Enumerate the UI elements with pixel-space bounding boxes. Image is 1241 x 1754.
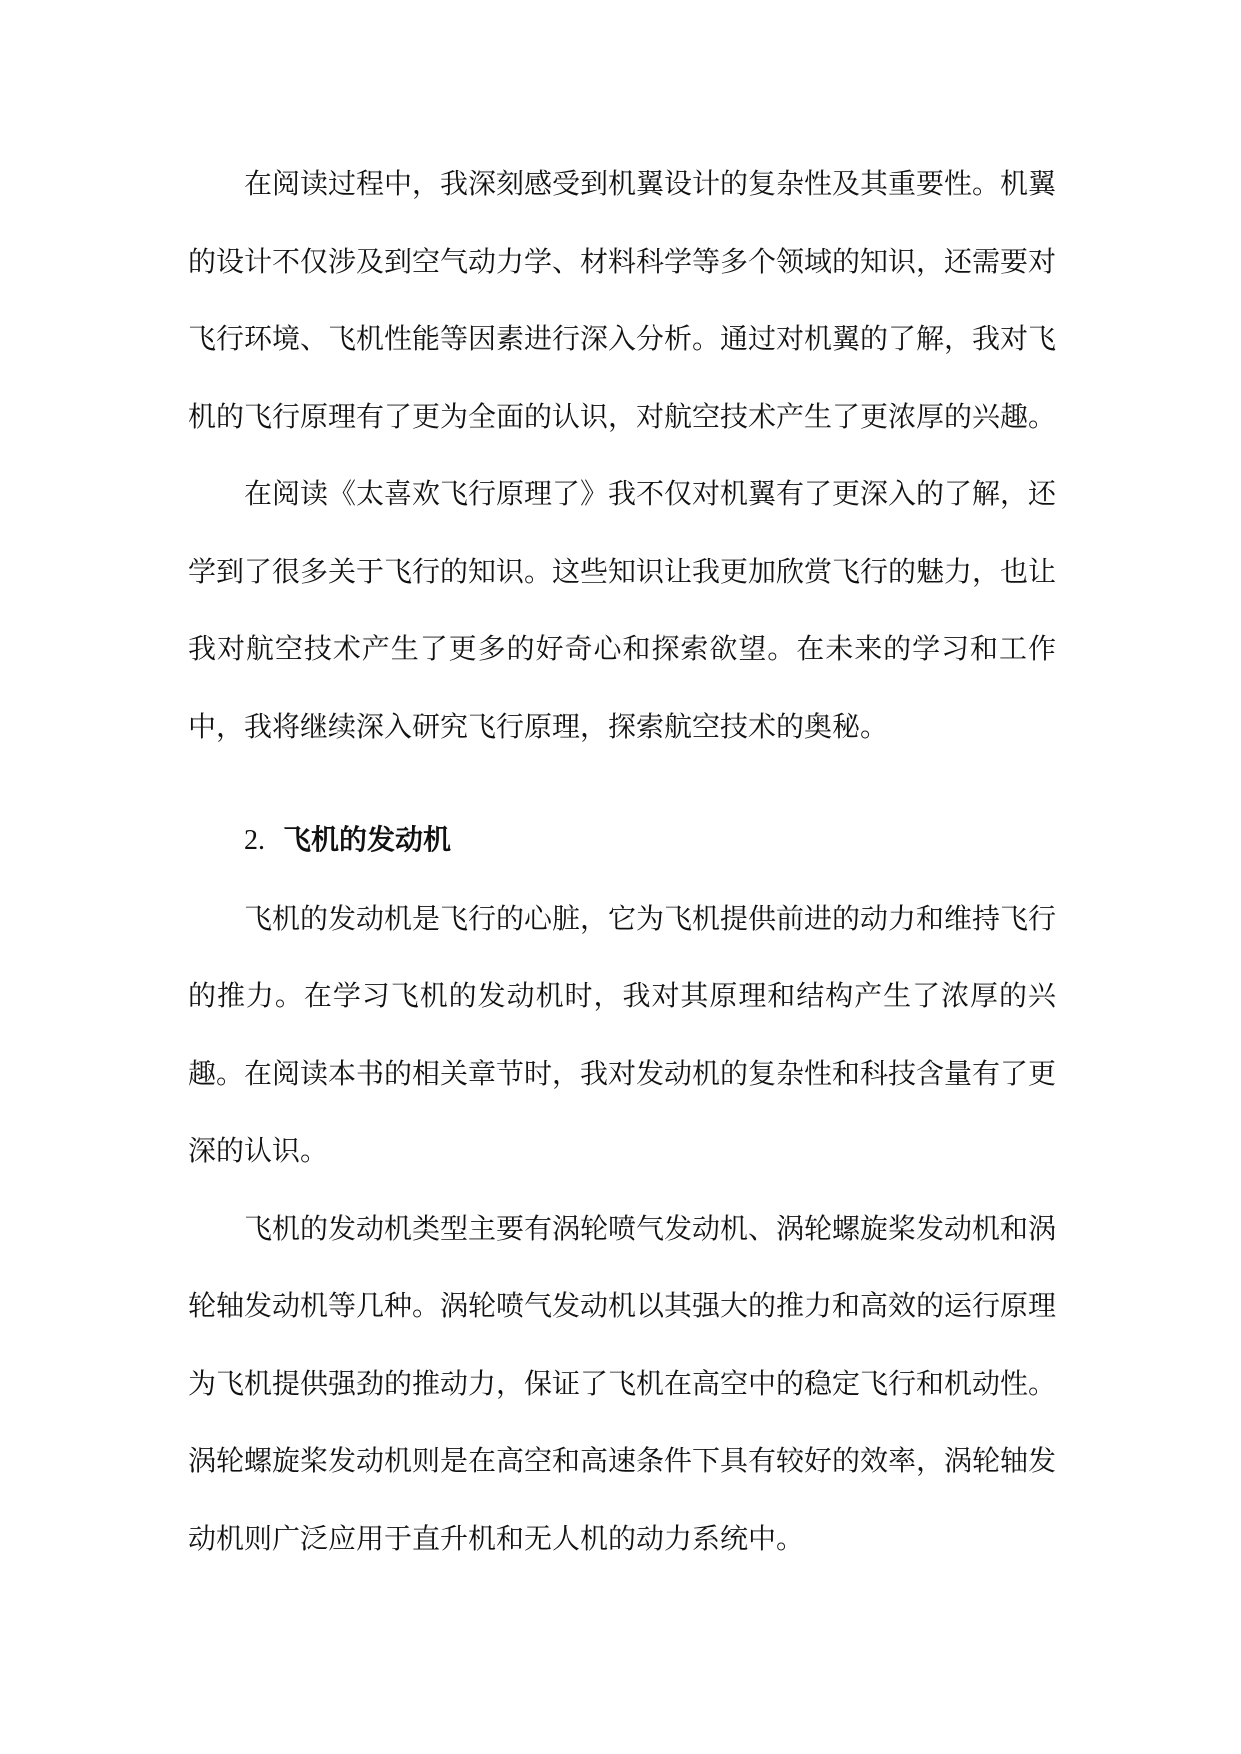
section-heading [188,801,1056,880]
section-title: 飞机的发动机 [283,823,452,856]
section-number: 2. [244,825,265,856]
paragraph-book-reading: 在阅读《太喜欢飞行原理了》我不仅对机翼有了更深入的了解，还学到了很多关于飞行的知识。这些知识让我更加欣赏飞行的魅力，也让我对航空技术产生了更多的好奇心和探索欲望。在未来的学习和工作中，我将继续深入研究飞行原理，探索航空技术的奥秘。 [188,477,1057,743]
paragraph-wing-design: 在阅读过程中，我深刻感受到机翼设计的复杂性及其重要性。机翼的设计不仅涉及到空气动力学、材料科学等多个领域的知识，还需要对飞行环境、飞机性能等因素进行深入分析。通过对机翼的了解，我对飞机的飞行原理有了更为全面的认识，对航空技术产生了更浓厚的兴趣。 [188,167,1057,433]
document-body [188,145,1056,1577]
paragraph-engine-intro: 飞机的发动机是飞行的心脏，它为飞机提供前进的动力和维持飞行的推力。在学习飞机的发动机时，我对其原理和结构产生了浓厚的兴趣。在阅读本书的相关章节时，我对发动机的复杂性和科技含量有了更深的认识。 [188,901,1057,1167]
paragraph-engine-types: 飞机的发动机类型主要有涡轮喷气发动机、涡轮螺旋桨发动机和涡轮轴发动机等几种。涡轮喷气发动机以其强大的推力和高效的运行原理为飞机提供强劲的推动力，保证了飞机在高空中的稳定飞行和机动性。涡轮螺旋桨发动机则是在高空和高速条件下具有较好的效率，涡轮轴发动机则广泛应用于直升机和无人机的动力系统中。 [188,1211,1057,1555]
